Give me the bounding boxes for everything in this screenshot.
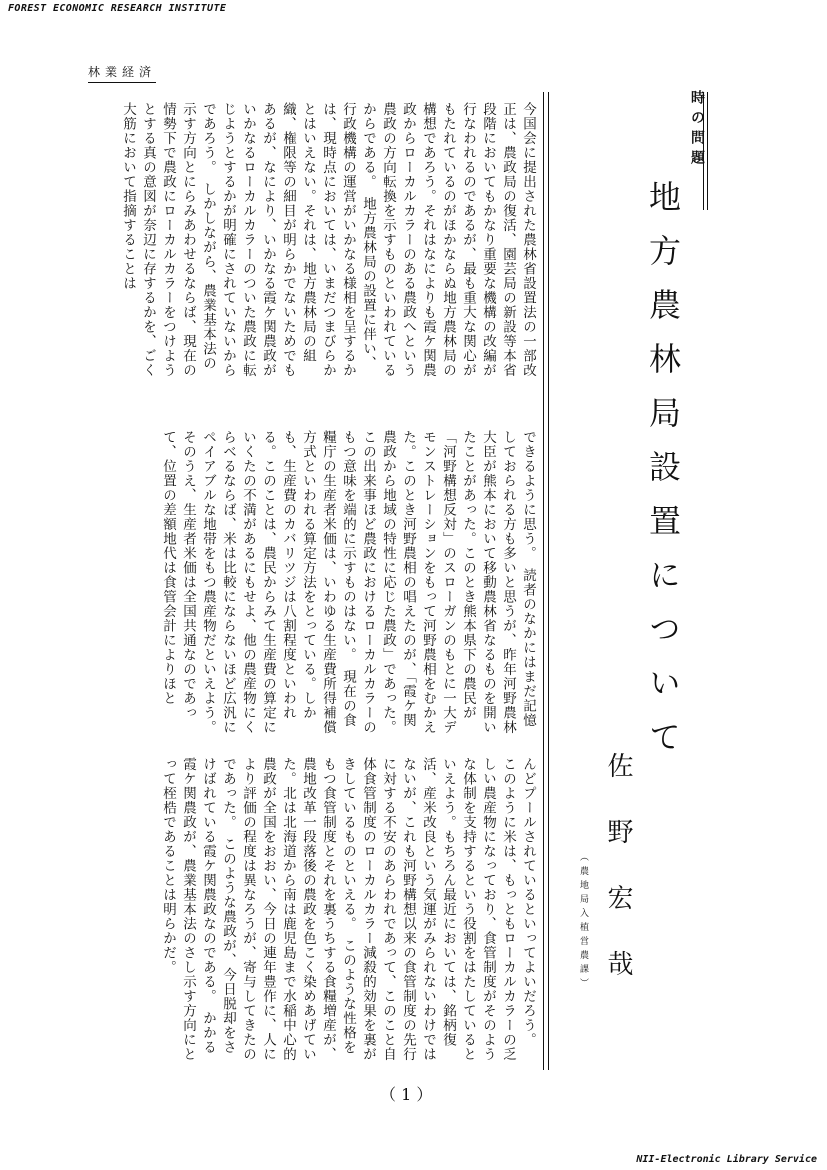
author-affiliation: （農地局入植営農課）: [578, 852, 588, 992]
rubric-rule: [703, 92, 708, 210]
institute-header: FOREST ECONOMIC RESEARCH INSTITUTE: [8, 3, 227, 14]
body-text-middle: できるように思う。 読者のなかにはまだ記憶しておられる方も多いと思うが、昨年河野農林大臣が熊本において移動農林省なるものを開いたことがあった。このとき熊本県下の農民が「河野構想反対」のスローガンのもとに一大デモンストレーションをもって河野農相をむかえた。このとき河野農相の唱えたのが、「霞ケ関農政から地域の特性に応じた農政」であった。この出来事ほど農政におけるローカルカラーのもつ意味を端的に示すものはない。 現在の食糧庁の生産者米価は、いわゆる生産費所得補償方式といわれる算定方法をとっている。しかも、生産費のカバリツジは八割程度といわれる。このことは、農民からみて生産費の算定にいくたの不満があるにもせよ、他の農産物にくらべるならば、米は比較にならないほど広汎にペイアブルな地帯をもつ農産物だといえよう。そのうえ、生産者米価は全国共通なのであって、位置の差額地代は食管会計によりほと: [160, 430, 536, 735]
article-title: 地方農林局設置について: [644, 180, 682, 774]
library-footer: NII-Electronic Library Service: [636, 1154, 817, 1165]
title-separator-rule: [543, 92, 549, 1070]
journal-name: 林業経済: [88, 63, 156, 83]
column-rubric: 時の問題: [689, 90, 705, 170]
body-text-upper: 今国会に提出された農林省設置法の一部改正は、農政局の復活、園芸局の新設等本省段階においてもかなり重要な機構の改編が行なわれるのであるが、最も重大な関心がもたれているのがほかならぬ地方農林局の構想であろう。それはなによりも霞ケ関農政からローカルカラーのある農政へという農政の方向転換を示すものといわれているからである。 地方農林局の設置に伴い、行政機構の運営がいかなる様相を呈するかは、現時点においては、いまだつまびらかとはいえない。それは、地方農林局の組織、権限等の細目が明らかでないためでもあるが、なにより、いかなる霞ケ関農政がいかなるローカルカラーのついた農政に転じようとするかが明確にされていないからであろう。 しかしながら、農業基本法の示す方向とにらみあわせるならば、現在の情勢下で農政にローカルカラーをつけようとする真の意図が奈辺に存するかを、ごく大筋において指摘することは: [120, 102, 536, 378]
author-name: 佐野宏哉: [603, 752, 633, 1016]
body-text-lower: んどプールされているといってよいだろう。 このように米は、もっともローカルカラーの乏しい農産物になっており、食管制度がそのような体制を支持するという役割をはたしているといえよう。もちろん最近においては、銘柄復活、産米改良という気運がみられないわけではないが、これも河野構想以来の食管制度の先行に対する不安のあらわれであって、このこと自体食管制度のローカルカラー減殺的効果を裏がきしているものといえる。 このような性格をもつ食管制度とそれを裏うちする食糧増産が、農地改革一段落後の農政を色こく染めあげていた。北は北海道から南は鹿児島まで水稲中心的農政が全国をおおい、今日の連年豊作に、人により評価の程度は異なろうが、寄与してきたのであった。 このような農政が、今日脱却をさけばれている霞ケ関農政なのである。 かかる霞ケ関農政が、農業基本法のさし示す方向にとって桎梏であることは明らかだ。: [160, 757, 536, 1062]
page-number: （ 1 ）: [380, 1085, 433, 1104]
